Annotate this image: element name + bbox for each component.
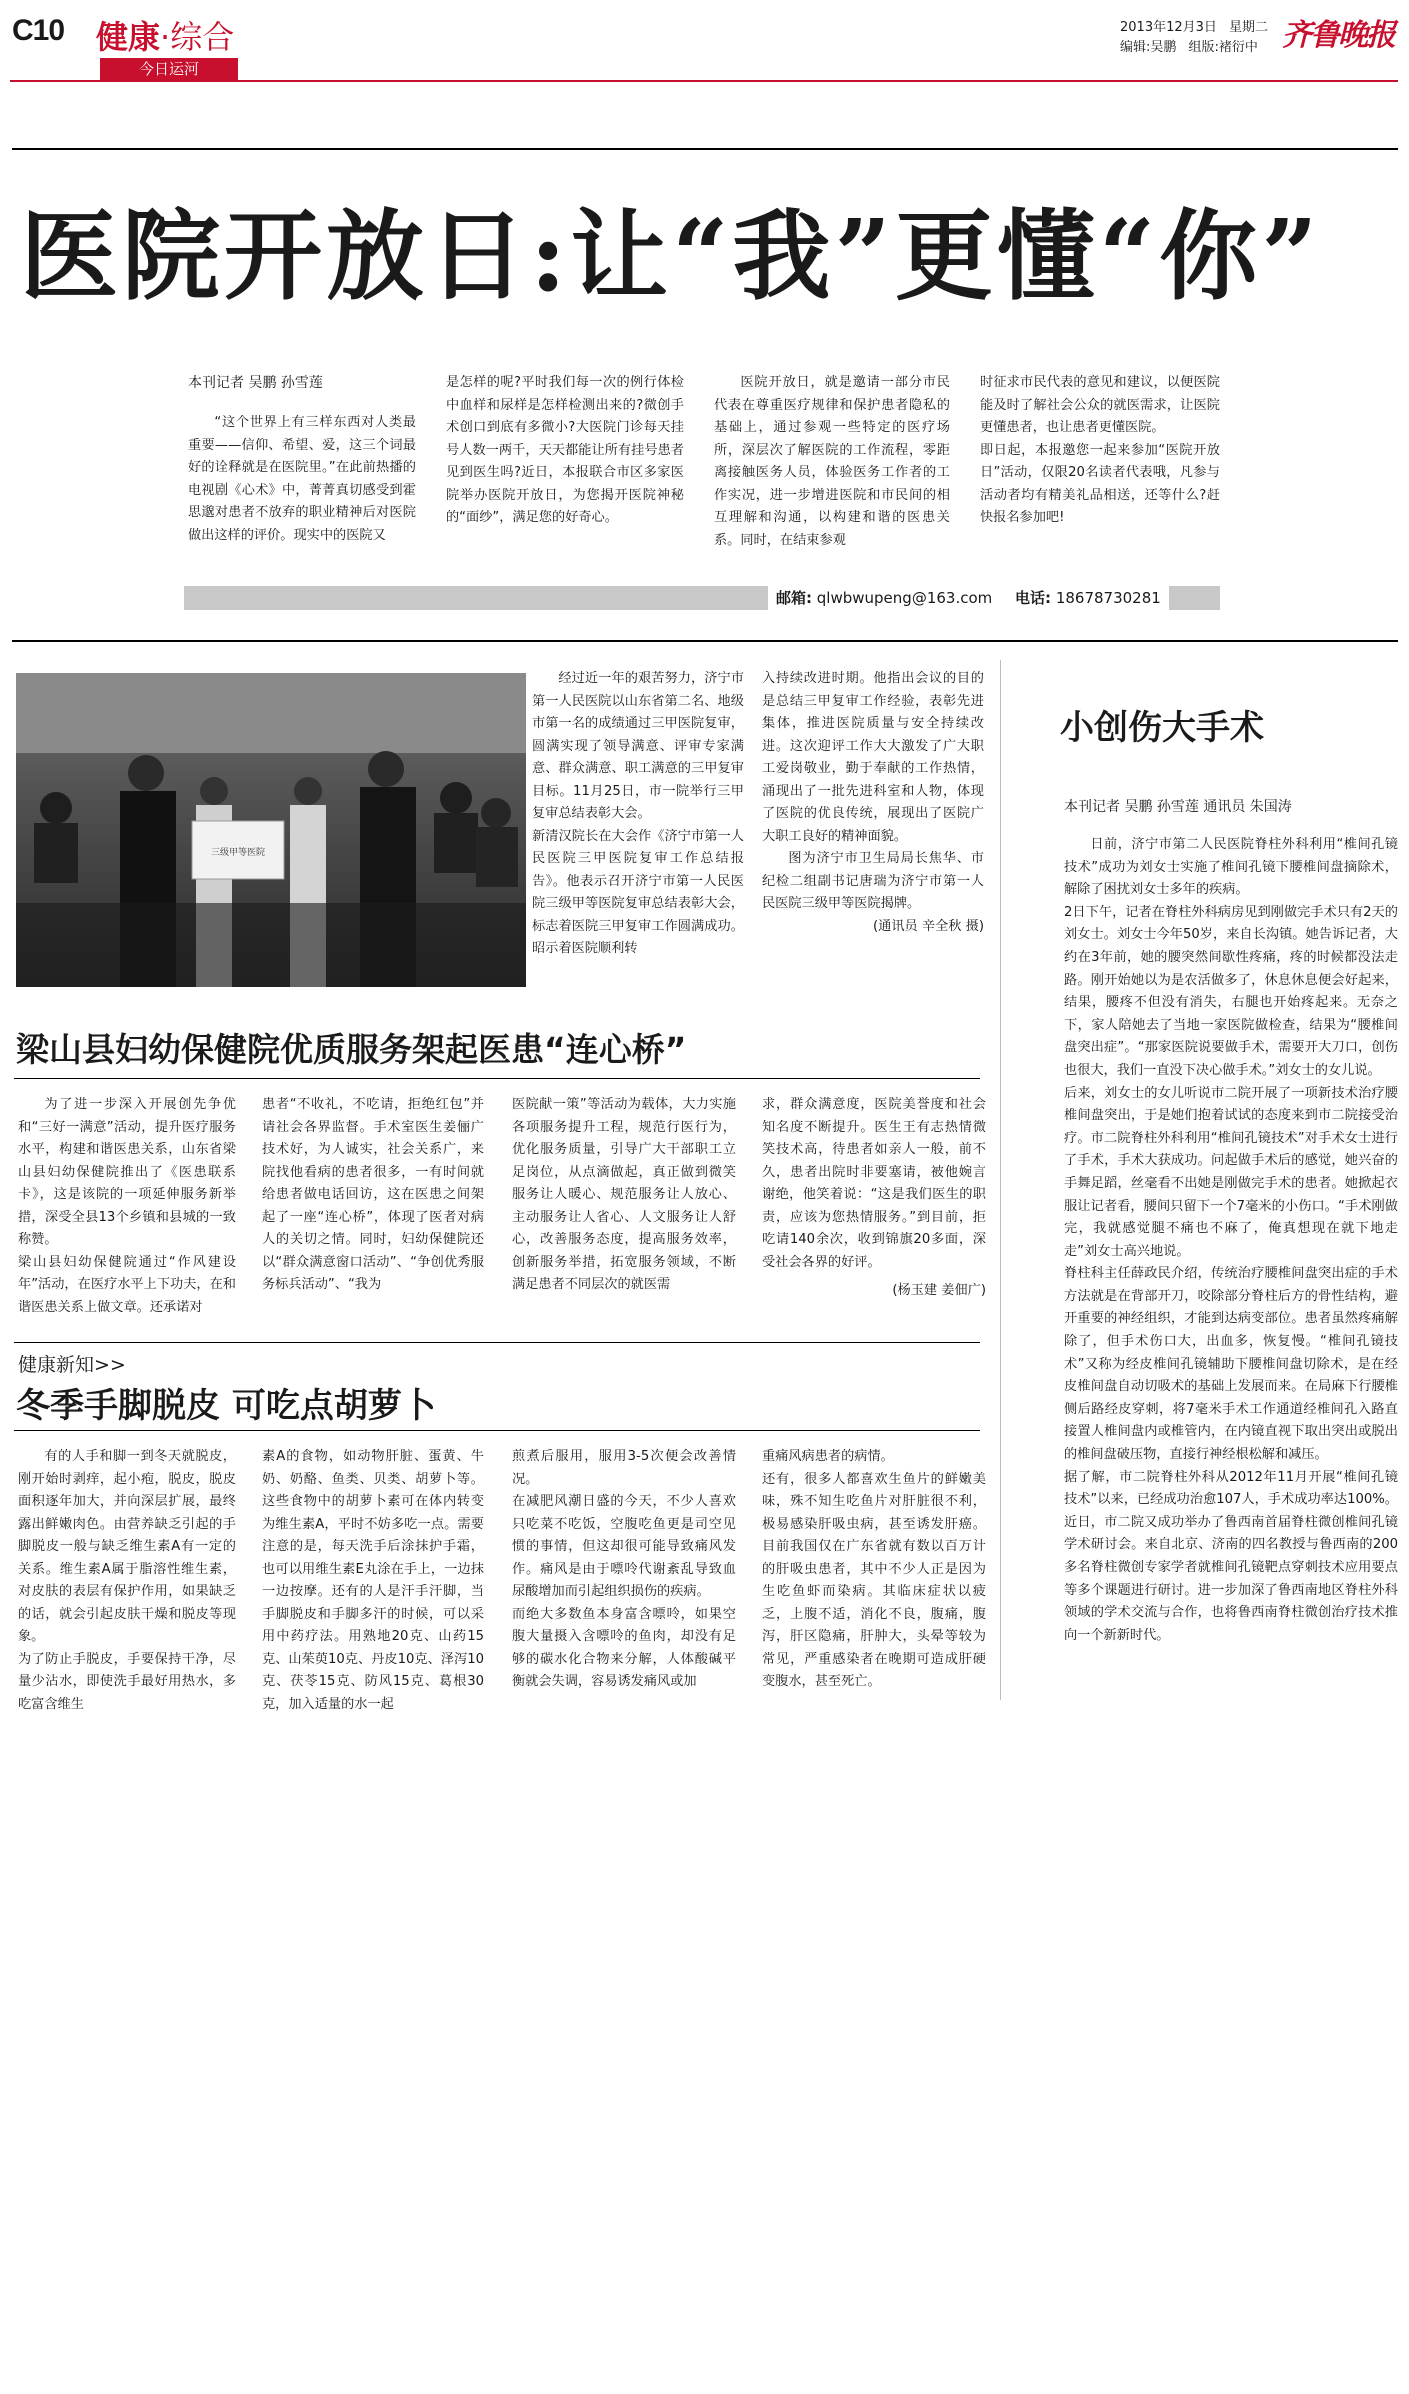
weekday: 星期二	[1229, 20, 1269, 35]
phone-value: 18678730281	[1055, 589, 1161, 607]
layout-editor: 组版:褚衍中	[1188, 40, 1258, 55]
issue-date	[1120, 16, 1268, 35]
winter-title: 冬季手脚脱皮 可吃点胡萝卜	[16, 1386, 436, 1426]
winter-rule	[14, 1430, 980, 1431]
editor: 编辑:吴鹏	[1120, 40, 1177, 55]
winter-col-3: 煎煮后服用，服用3-5次便会改善情况。 在减肥风潮日盛的今天，不少人喜欢只吃菜不吃饭，空腹吃鱼更是司空见惯的事情，但这却很可能导致痛风发作。痛风是由于嘌呤代谢紊乱导致血尿酸增加而引起组织损伤的疾病。 而绝大多数鱼本身富含嘌呤，如果空腹大量摄入含嘌呤的鱼肉，却没有足够的碳水化合物来分解，人体酸碱平衡就会失调，容易诱发痛风或加	[512, 1449, 736, 1689]
email-label: 邮箱:	[776, 589, 812, 607]
section-tag: 今日运河	[100, 58, 238, 80]
photo-credit: (通讯员 辛全秋 摄)	[873, 918, 984, 934]
lead-byline: 本刊记者 吴鹏 孙雪莲	[188, 375, 323, 391]
page-number: C10	[12, 14, 65, 47]
lianshan-title: 梁山县妇幼保健院优质服务架起医患“连心桥”	[16, 1030, 687, 1069]
lead-col-1: “这个世界上有三样东西对人类最重要——信仰、希望、爱，这三个词最好的诠释就是在医院里。”在此前热播的电视剧《心术》中，菁菁真切感受到霍思邈对患者不放弃的职业精神后对医院做出这样的评价。现实中的医院又	[188, 415, 416, 543]
photo-banner-text: 三级甲等医院	[210, 848, 266, 858]
section-main: 健康	[96, 18, 161, 56]
contact-email	[768, 586, 1169, 610]
winter-col-2: 素A的食物，如动物肝脏、蛋黄、牛奶、奶酪、鱼类、贝类、胡萝卜等。这些食物中的胡萝卜素可在体内转变为维生素A，平时不妨多吃一点。需要注意的是，每天洗手后涂抹护手霜，也可以用维生素E丸涂在手上，一边抹一边按摩。还有的人是汗手汗脚，当手脚脱皮和手脚多汗的时候，可以采用中药疗法。用熟地20克、山药15克、山茱萸10克、丹皮10克、泽泻10克、茯苓15克、防风15克、葛根30克，加入适量的水一起	[262, 1449, 484, 1712]
lianshan-col-4-text: 求，群众满意度，医院美誉度和社会知名度不断提升。医生王有志热情微笑技术高，待患者如亲人一般，前不久，患者出院时非要塞请，被他婉言谢绝，他笑着说：“这是我们医生的职责，应该为您热情服务。”到目前，拒吃请140余次，收到锦旗20多面，深受社会各界的好评。	[762, 1097, 986, 1270]
winter-kicker: 健康新知>>	[18, 1354, 126, 1376]
lianshan-col-3: 医院献一策”等活动为载体，大力实施各项服务提升工程，规范行医行为，优化服务质量，引导广大干部职工立足岗位，从点滴做起，真正做到微笑服务让人暖心、规范服务让人放心、主动服务让人省心、人文服务让人舒心，改善服务态度，提高服务效率，创新服务举措，拓宽服务领域，不断满足患者不同层次的就医需	[512, 1097, 736, 1292]
winter-col-4: 重痛风病患者的病情。 还有，很多人都喜欢生鱼片的鲜嫩美味，殊不知生吃鱼片对肝脏很不利，极易感染肝吸虫病，甚至诱发肝癌。目前我国仅在广东省就有数以百万计的肝吸虫患者，其中不少人正是因为生吃鱼虾而染病。其临床症状以疲乏，上腹不适，消化不良，腹痛，腹泻，肝区隐痛，肝肿大，头晕等较为常见，严重感染者在晚期可造成肝硬变腹水，甚至死亡。	[762, 1449, 986, 1689]
editors	[1120, 36, 1258, 55]
lead-col-4: 时征求市民代表的意见和建议，以便医院能及时了解社会公众的就医需求，让医院更懂患者，也让患者更懂医院。 即日起，本报邀您一起来参加“医院开放日”活动，仅限20名读者代表哦，凡参与活动者均有精美礼品相送，还等什么?赶快报名参加吧!	[980, 375, 1220, 525]
photo-story-col-1: 经过近一年的艰苦努力，济宁市第一人民医院以山东省第二名、地级市第一名的成绩通过三甲医院复审，圆满实现了领导满意、评审专家满意、群众满意、职工满意的三甲复审目标。11月25日，市一院举行三甲复审总结表彰大会。 新清汉院长在大会作《济宁市第一人民医院三甲医院复审工作总结报告》。他表示召开济宁市第一人民医院三级甲等医院复审总结表彰大会，标志着医院三甲复审工作圆满成功。昭示着医院顺利转	[532, 671, 744, 956]
section-divider	[12, 640, 1398, 642]
lianshan-rule	[14, 1078, 980, 1079]
lead-col-3: 医院开放日，就是邀请一部分市民代表在尊重医疗规律和保护患者隐私的基础上，通过参观一些特定的医疗场所，深层次了解医院的工作流程，零距离接触医务人员，体验医务工作者的工作实况，进一步增进医院和市民间的相互理解和沟通，以构建和谐的医患关系。同时，在结束参观	[714, 375, 950, 548]
lead-col-2: 是怎样的呢?平时我们每一次的例行体检中血样和尿样是怎样检测出来的?微创手术创口到底有多微小?大医院门诊每天挂号人数一两千，天天都能让所有挂号患者见到医生吗?近日，本报联合市区多家医院举办医院开放日，为您揭开医院神秘的“面纱”，满足您的好奇心。	[446, 375, 684, 525]
right-body: 日前，济宁市第二人民医院脊柱外科利用“椎间孔镜技术”成功为刘女士实施了椎间孔镜下腰椎间盘摘除术，解除了困扰刘女士多年的疾病。 2日下午，记者在脊柱外科病房见到刚做完手术只有2天的刘女士。刘女士今年50岁，来自长沟镇。她告诉记者，大约在3年前，她的腰突然间歇性疼痛，疼的时候都没法走路。刚开始她以为是农活做多了，休息休息便会好起来，结果，腰疼不但没有消失，右腿也开始疼起来。无奈之下，家人陪她去了当地一家医院做检查，结果为“腰椎间盘突出症”。“那家医院说要做手术，需要开大刀口，创伤也很大，我们一直没下决心做手术。”刘女士的女儿说。 后来，刘女士的女儿听说市二院开展了一项新技术治疗腰椎间盘突出，于是她们抱着试试的态度来到市二院接受治疗。市二院脊柱外科利用“椎间孔镜技术”对手术女士进行了手术，手术大获成功。问起做手术后的感觉，她兴奋的手舞足蹈，丝毫看不出她是刚做完手术的患者。她掀起衣服让记者看，腰间只留下一个7毫米的小伤口。“手术刚做完，我就感觉腿不痛也不麻了，俺真想现在就下地走走”刘女士高兴地说。 脊柱科主任薛政民介绍，传统治疗腰椎间盘突出症的手术方法就是在背部开刀，咬除部分脊柱后方的骨性结构，避开重要的神经组织，才能到达病变部位。患者虽然疼痛解除了，但手术伤口大，出血多，恢复慢。“椎间孔镜技术”又称为经皮椎间孔镜辅助下腰椎间盘切除术，是在经皮椎间盘自动切吸术的基础上发展而来。在局麻下行腰椎侧后路经皮穿刺，将7毫米手术工作通道经椎间孔入路直接置人椎间盘内或椎管内，在内镜直视下取出突出或脱出的椎间盘破压物，直接行神经根松解和减压。 据了解，市二院脊柱外科从2012年11月开展“椎间孔镜技术”以来，已经成功治愈107人，手术成功率达100%。近日，市二院又成功举办了鲁西南首届脊柱微创椎间孔镜学术研讨会。来自北京、济南的四名教授与鲁西南的200多名脊柱微创专家学者就椎间孔镜靶点穿刺技术应用要点等多个课题进行研讨。进一步加深了鲁西南地区脊柱外科领域的学术交流与合作，也将鲁西南脊柱微创治疗技术推向一个新新时代。	[1064, 837, 1398, 1643]
section-sub: 综合	[170, 18, 235, 56]
photo-story-col-2	[762, 668, 984, 938]
top-divider	[12, 148, 1398, 150]
news-photo	[16, 673, 526, 987]
photo-illustration	[16, 673, 526, 987]
date: 2013年12月3日	[1120, 20, 1217, 35]
lianshan-col-2: 患者“不收礼，不吃请，拒绝红包”并请社会各界监督。手术室医生姜俪广技术好，为人诚实，社会关系广，来院找他看病的患者很多，一有时间就给患者做电话回访，这在医患之间架起了一座“连心桥”，体现了医者对病人的关切之情。同时，妇幼保健院还以“群众满意窗口活动”、“争创优秀服务标兵活动”、“我为	[262, 1097, 484, 1292]
email-value: qlwbwupeng@163.com	[816, 589, 993, 607]
winter-col-1: 有的人手和脚一到冬天就脱皮，刚开始时剥痒，起小疱，脱皮，脱皮面积逐年加大，并向深层扩展，最终露出鲜嫩肉色。由营养缺乏引起的手脚脱皮一般与缺乏维生素A有一定的关系。维生素A属于脂溶性维生素，对皮肤的表层有保护作用，如果缺乏的话，就会引起皮肤干燥和脱皮等现象。 为了防止手脱皮，手要保持干净，尽量少沾水，即使洗手最好用热水，多吃富含维生	[18, 1449, 236, 1712]
section-dot: ·	[160, 18, 171, 56]
photo-story-continued: 入持续改进时期。他指出会议的目的是总结三甲复审工作经验，表彰先进集体，推进医院质量与安全持续改进。这次迎评工作大大激发了广大职工爱岗敬业，勤于奉献的工作热情，涌现出了一批先进科室和人物，体现了医院的优良传统，展现出了医院广大职工良好的精神面貌。	[762, 671, 984, 844]
right-column-divider	[1000, 660, 1001, 1700]
phone-label: 电话:	[1015, 589, 1052, 607]
paper-logo: 齐鲁晚报	[1282, 18, 1394, 53]
right-byline: 本刊记者 吴鹏 孙雪莲 通讯员 朱国涛	[1064, 799, 1292, 815]
winter-top-rule	[14, 1342, 980, 1343]
right-title: 小创伤大手术	[1060, 708, 1264, 748]
lianshan-col-1: 为了进一步深入开展创先争优和“三好一满意”活动，提升医疗服务水平，构建和谐医患关系，山东省梁山县妇幼保健院推出了《医患联系卡》，这是该院的一项延伸服务新举措，深受全县13个乡镇和县城的一致称赞。 梁山县妇幼保健院通过“作风建设年”活动，在医疗水平上下功夫，在和谐医患关系上做文章。还承诺对	[18, 1097, 236, 1315]
section-title	[96, 12, 234, 58]
masthead-rule	[10, 80, 1398, 82]
headline: 医院开放日:让“我”更懂“你”	[20, 199, 1322, 314]
lianshan-byline: (杨玉建 姜佃广)	[892, 1283, 986, 1298]
lianshan-col-4	[762, 1094, 986, 1303]
photo-caption: 图为济宁市卫生局局长焦华、市纪检二组副书记唐瑞为济宁市第一人民医院三级甲等医院揭牌。	[762, 851, 984, 911]
